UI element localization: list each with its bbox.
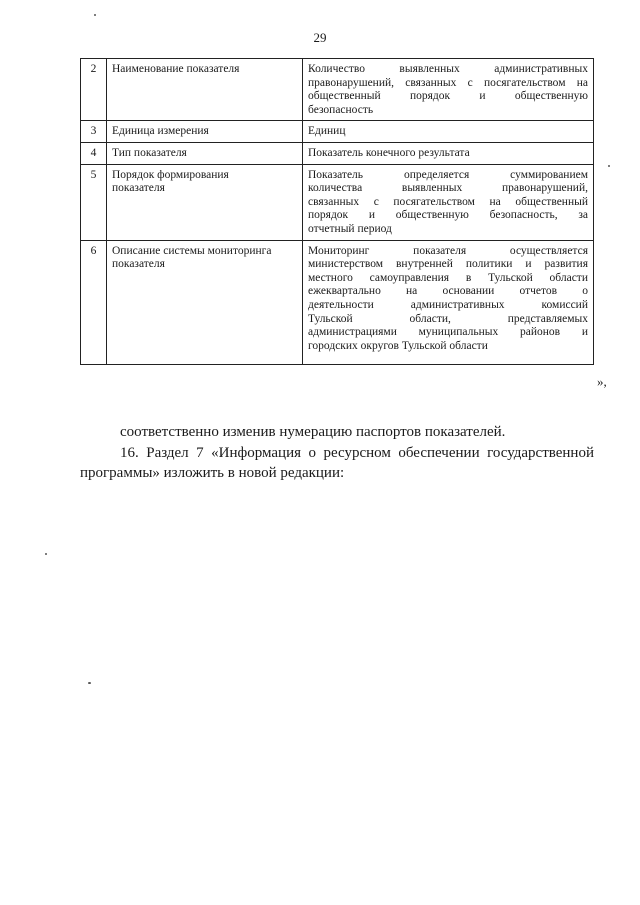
indicator-passport-table xyxy=(80,58,594,365)
scan-speck xyxy=(88,682,91,684)
row-label: Единица измерения xyxy=(107,121,303,143)
table-row xyxy=(81,240,594,364)
row-label: Порядок формирования показателя xyxy=(107,164,303,240)
row-label: Тип показателя xyxy=(107,142,303,164)
row-number: 2 xyxy=(81,59,107,121)
row-number: 3 xyxy=(81,121,107,143)
row-label: Описание системы мониторинга показателя xyxy=(107,240,303,364)
paragraph-section-7: 16. Раздел 7 «Информация о ресурсном обеспечении государственной программы» изложить в новой редакции: xyxy=(80,445,594,481)
row-number: 6 xyxy=(81,240,107,364)
row-value: Единиц xyxy=(303,121,594,143)
table-row xyxy=(81,164,594,240)
closing-quote: », xyxy=(597,374,607,389)
table-row xyxy=(81,142,594,164)
row-label: Наименование показателя xyxy=(107,59,303,121)
table-row xyxy=(81,121,594,143)
scan-speck xyxy=(94,14,96,16)
paragraph-renumbering: соответственно изменив нумерацию паспортов показателей. xyxy=(120,424,506,440)
row-number: 5 xyxy=(81,164,107,240)
scan-speck xyxy=(608,165,610,167)
row-value: Количество выявленных административных правонарушений, связанных с посягательством на общественный порядок и общественную безопасность xyxy=(303,59,594,121)
page-number: 29 xyxy=(313,30,327,45)
scan-speck xyxy=(45,553,47,555)
row-value: Показатель конечного результата xyxy=(303,142,594,164)
row-value: Мониторинг показателя осуществляется министерством внутренней политики и развития местного самоуправления в Тульской области ежеквартально на основании отчетов о деятельности административных комиссий Тульской области, представляемых администрациями муниципальных районов и городских округов Тульской области xyxy=(303,240,594,364)
table-row xyxy=(81,59,594,121)
row-value: Показатель определяется суммированием количества выявленных правонарушений, связанных с посягательством на общественный порядок и общественную безопасность, за отчетный период xyxy=(303,164,594,240)
row-number: 4 xyxy=(81,142,107,164)
